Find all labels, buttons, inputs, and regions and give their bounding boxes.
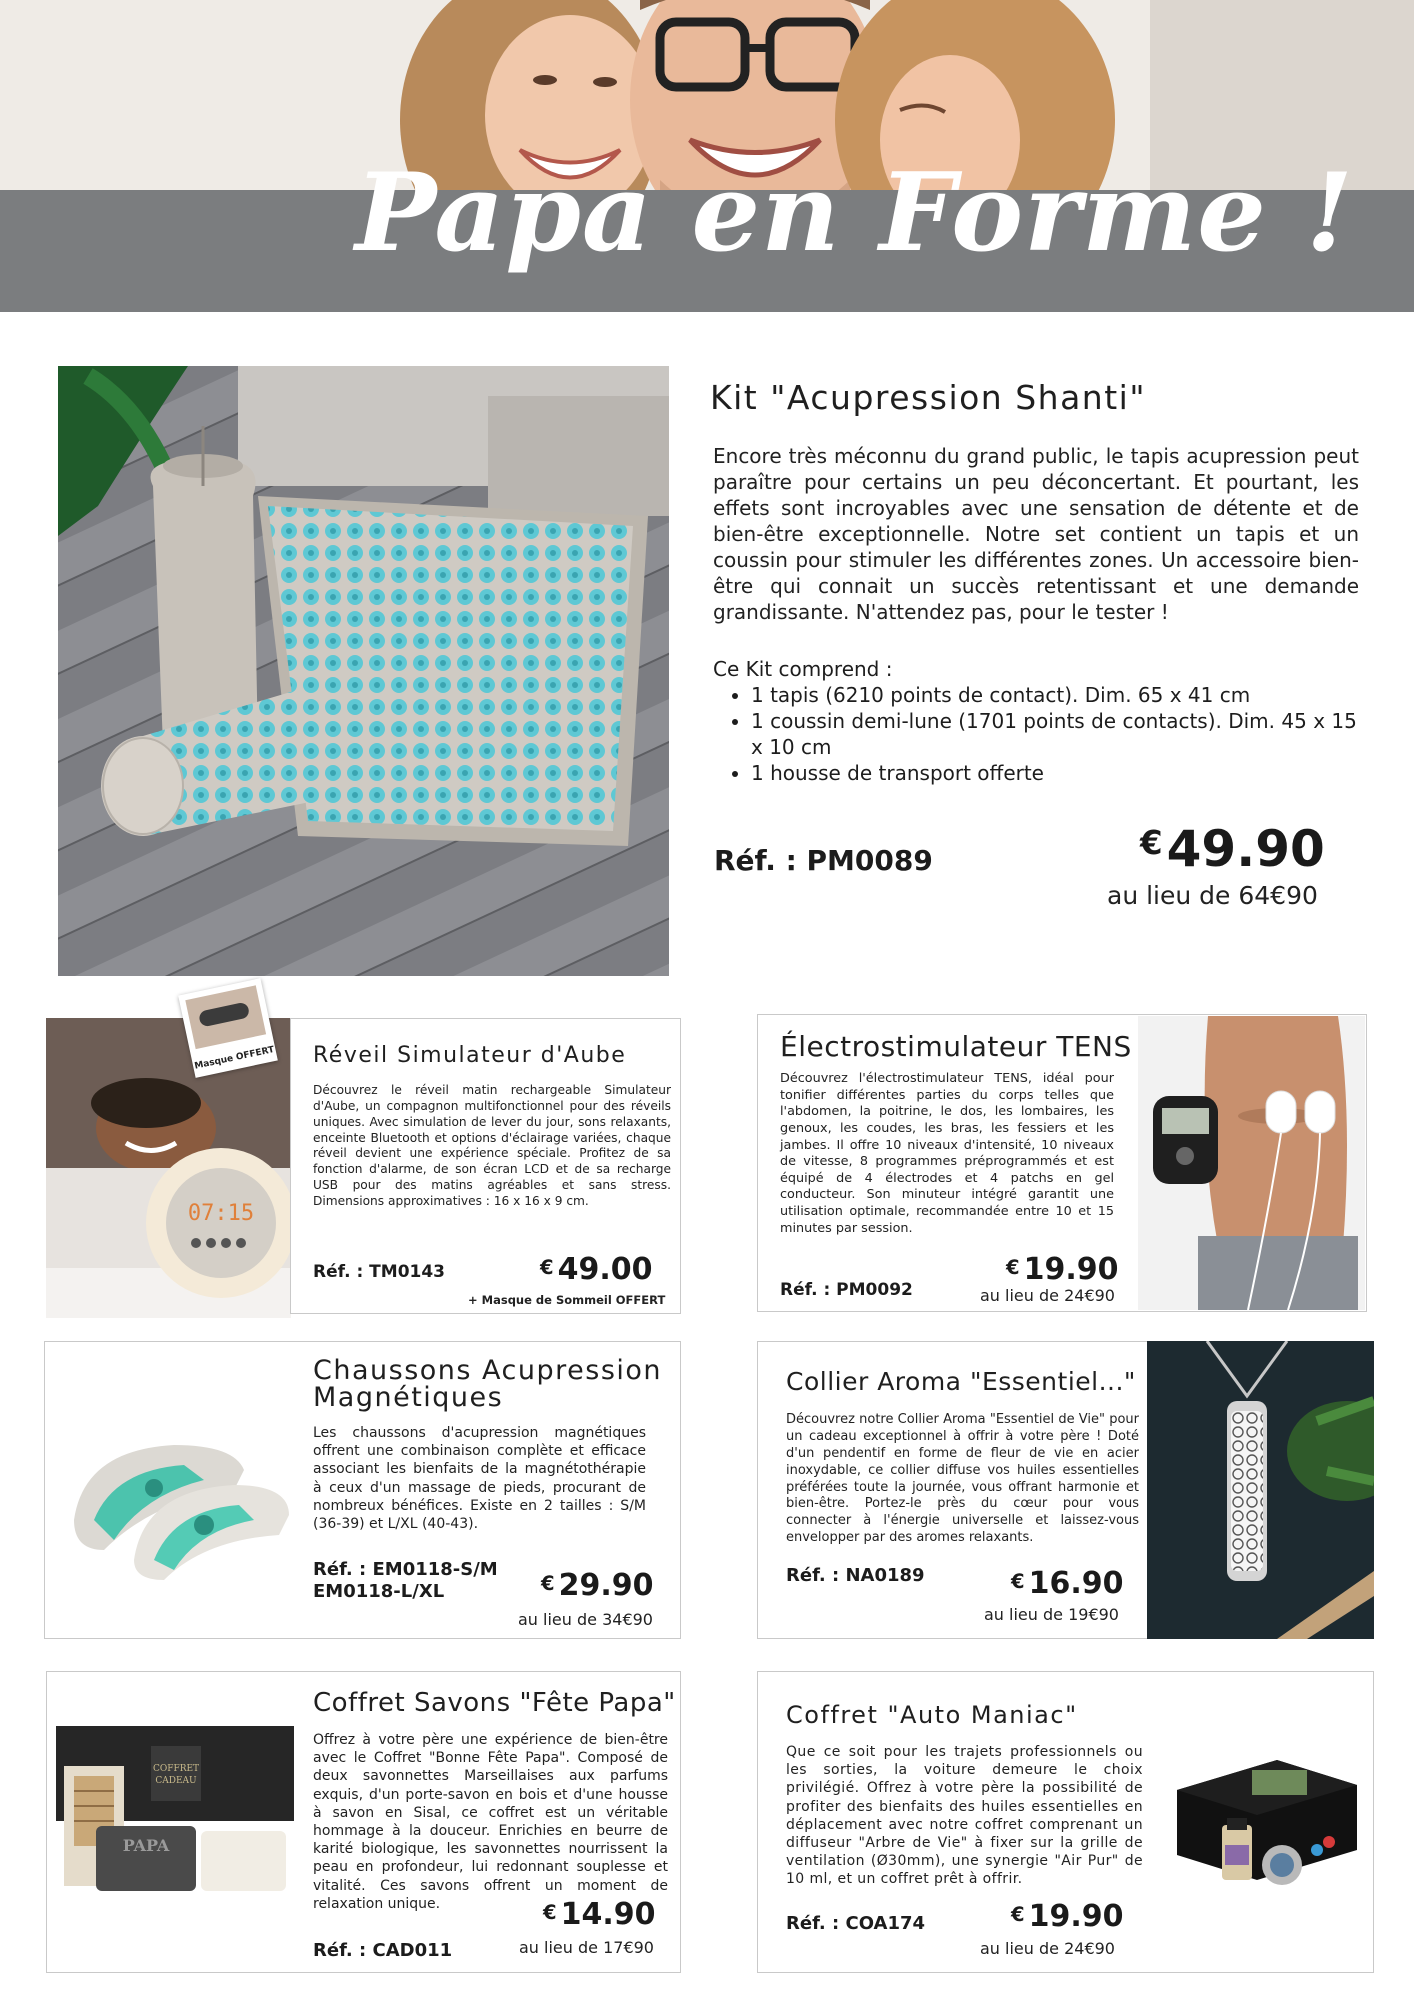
kit-item: • 1 tapis (6210 points de contact). Dim. 65 x 41 cm <box>751 682 1359 708</box>
coffret-savons-old-price: au lieu de 17€90 <box>519 1938 654 1957</box>
auto-maniac-price-value: 19.90 <box>1028 1899 1124 1934</box>
masque-photo <box>185 985 266 1049</box>
page-title: Papa en Forme ! <box>355 150 1354 276</box>
chaussons-ref-line2: EM0118-L/XL <box>313 1580 445 1602</box>
coffret-savons-price-value: 14.90 <box>560 1897 656 1932</box>
box-label-1: COFFRET <box>152 1764 200 1774</box>
coffret-savons-ref: Réf. : CAD011 <box>313 1940 453 1961</box>
tens-title: Électrostimulateur TENS <box>780 1030 1132 1063</box>
reveil-price-value: 49.00 <box>557 1252 653 1287</box>
chaussons-title-line2: Magnétiques <box>313 1382 504 1413</box>
featured-description: Encore très méconnu du grand public, le tapis acupression peut paraître pour certains un peu déconcertant. Et pourtant, les effets sont incroyables avec une sensation de détente et de bien-être exceptionnelle. Notre set contient un tapis et un coussin pour stimuler les différentes zones. Un accessoire bien-être qui connait un succès retentissant et une demande grandissante. N'attendez pas, pour le tester ! <box>713 444 1359 624</box>
reveil-description: Découvrez le réveil matin rechargeable Simulateur d'Aube, un compagnon multifonctionnel pour des réveils uniques. Avec simulation de lever du jour, sons relaxants, enceinte Bluetooth et options d'éclairage variées, chaque réveil devient une expérience spéciale. Profitez de sa fonction d'alarme, de son écran LCD et de sa recharge USB pour des matins agréables et sans stress. Dimensions approximatives : 16 x 16 x 9 cm. <box>313 1083 671 1209</box>
featured-ref: Réf. : PM0089 <box>714 844 933 877</box>
collier-title: Collier Aroma "Essentiel..." <box>786 1367 1136 1396</box>
chaussons-description: Les chaussons d'acupression magnétiques offrent une combinaison complète et efficace associant les bienfaits de la magnétothérapie à ceux d'un massage de pieds, procurant de nombreux bénéfices. Existe en 2 tailles : S/M (36-39) et L/XL (40-43). <box>313 1425 646 1532</box>
collier-description: Découvrez notre Collier Aroma "Essentiel de Vie" pour un cadeau exceptionnel à offrir à votre père ! Doté d'un pendentif en forme de fleur de vie en acier inoxydable, ce collier diffuse vos huiles essentielles préférées toute la journée, vous offrant harmonie et bien-être. Portez-le près du cœur pour vous connecter à l'énergie universelle et laissez-vous envelopper par des aromes relaxants. <box>786 1412 1139 1546</box>
chaussons-title <box>313 1357 662 1411</box>
masque-offert-badge <box>178 978 278 1078</box>
reveil-ref: Réf. : TM0143 <box>313 1262 446 1282</box>
currency-symbol: € <box>543 1901 557 1924</box>
chaussons-old-price: au lieu de 34€90 <box>518 1610 653 1629</box>
reveil-title: Réveil Simulateur d'Aube <box>313 1043 627 1068</box>
kit-items <box>713 682 1359 786</box>
collier-price-value: 16.90 <box>1028 1566 1124 1601</box>
coffret-savons-image <box>56 1726 294 1901</box>
currency-symbol: € <box>1011 1903 1025 1926</box>
featured-title: Kit "Acupression Shanti" <box>710 378 1146 417</box>
tens-image <box>1138 1016 1365 1310</box>
kit-intro: Ce Kit comprend : <box>713 657 893 681</box>
kit-item: • 1 coussin demi-lune (1701 points de contacts). Dim. 45 x 15 x 10 cm <box>751 708 1359 760</box>
collier-price <box>1011 1566 1123 1601</box>
coffret-savons-price <box>543 1897 655 1932</box>
chaussons-ref-line1: Réf. : EM0118-S/M <box>313 1559 498 1580</box>
currency-symbol: € <box>1006 1256 1020 1279</box>
coffret-savons-description: Offrez à votre père une expérience de bien-être avec le Coffret "Bonne Fête Papa". Composé de deux savonnettes Marseillaises aux parfums exquis, d'un porte-savon en bois et d'une housse à savon en Sisal, ce coffret est un véritable hommage à la douceur. Enrichies en beurre de karité biologique, les savonnettes nourrissent la peau en profondeur, lui redonnant souplesse et vitalité. Ces savons offrent un moment de relaxation unique. <box>313 1732 668 1912</box>
acupression-kit-image <box>58 366 669 976</box>
chaussons-title-line1: Chaussons Acupression <box>313 1355 663 1386</box>
coffret-savons-title: Coffret Savons "Fête Papa" <box>313 1688 676 1718</box>
chaussons-image <box>54 1410 294 1585</box>
auto-maniac-description: Que ce soit pour les trajets professionnels ou les sorties, la voiture demeure le choix privilégié. Offrez à votre père la possibilité de profiter des bienfaits des huiles essentielles en déplacement avec notre coffret comprenant un diffuseur "Arbre de Vie" à fixer sur la grille de ventilation (Ø30mm), une synergie "Air Pur" de 10 ml, et un coffret prêt à offrir. <box>786 1744 1143 1888</box>
auto-maniac-title: Coffret "Auto Maniac" <box>786 1701 1078 1729</box>
currency-symbol: € <box>1140 824 1163 862</box>
clock-display: 07:15 <box>187 1201 255 1226</box>
kit-item: • 1 housse de transport offerte <box>751 760 1359 786</box>
featured-price <box>1140 820 1325 878</box>
reveil-offer-note: + Masque de Sommeil OFFERT <box>468 1293 666 1307</box>
tens-price <box>1006 1252 1118 1287</box>
currency-symbol: € <box>1011 1570 1025 1593</box>
chaussons-price <box>541 1568 653 1603</box>
tens-price-value: 19.90 <box>1023 1252 1119 1287</box>
featured-price-value: 49.90 <box>1166 820 1325 878</box>
featured-old-price: au lieu de 64€90 <box>1107 881 1318 910</box>
collier-ref: Réf. : NA0189 <box>786 1565 925 1586</box>
soap-label: PAPA <box>122 1836 170 1855</box>
auto-maniac-old-price: au lieu de 24€90 <box>980 1939 1115 1958</box>
box-label-2: CADEAU <box>155 1776 197 1786</box>
auto-maniac-image <box>1157 1750 1365 1910</box>
chaussons-ref <box>313 1559 498 1602</box>
currency-symbol: € <box>540 1256 554 1279</box>
tens-description: Découvrez l'électrostimulateur TENS, idéal pour tonifier différentes parties du corps telles que l'abdomen, la poitrine, le dos, les lombaires, les genoux, les coudes, les bras, les fessiers et les jambes. Il offre 10 niveaux d'intensité, 10 niveaux de vitesse, 8 programmes préprogrammés et est équipé de 4 électrodes et 4 patchs en gel conducteur. Son minuteur intégré garantit une utilisation optimale, recommandée entre 10 et 15 minutes par session. <box>780 1071 1114 1236</box>
currency-symbol: € <box>541 1572 555 1595</box>
featured-kit <box>713 656 1359 786</box>
auto-maniac-price <box>1011 1899 1123 1934</box>
collier-old-price: au lieu de 19€90 <box>984 1605 1119 1624</box>
auto-maniac-ref: Réf. : COA174 <box>786 1913 926 1934</box>
collier-image <box>1147 1341 1374 1639</box>
badge-label: Masque OFFERT <box>193 1044 276 1072</box>
reveil-price <box>540 1252 652 1287</box>
tens-old-price: au lieu de 24€90 <box>980 1286 1115 1305</box>
chaussons-price-value: 29.90 <box>558 1568 654 1603</box>
tens-ref: Réf. : PM0092 <box>780 1280 913 1300</box>
